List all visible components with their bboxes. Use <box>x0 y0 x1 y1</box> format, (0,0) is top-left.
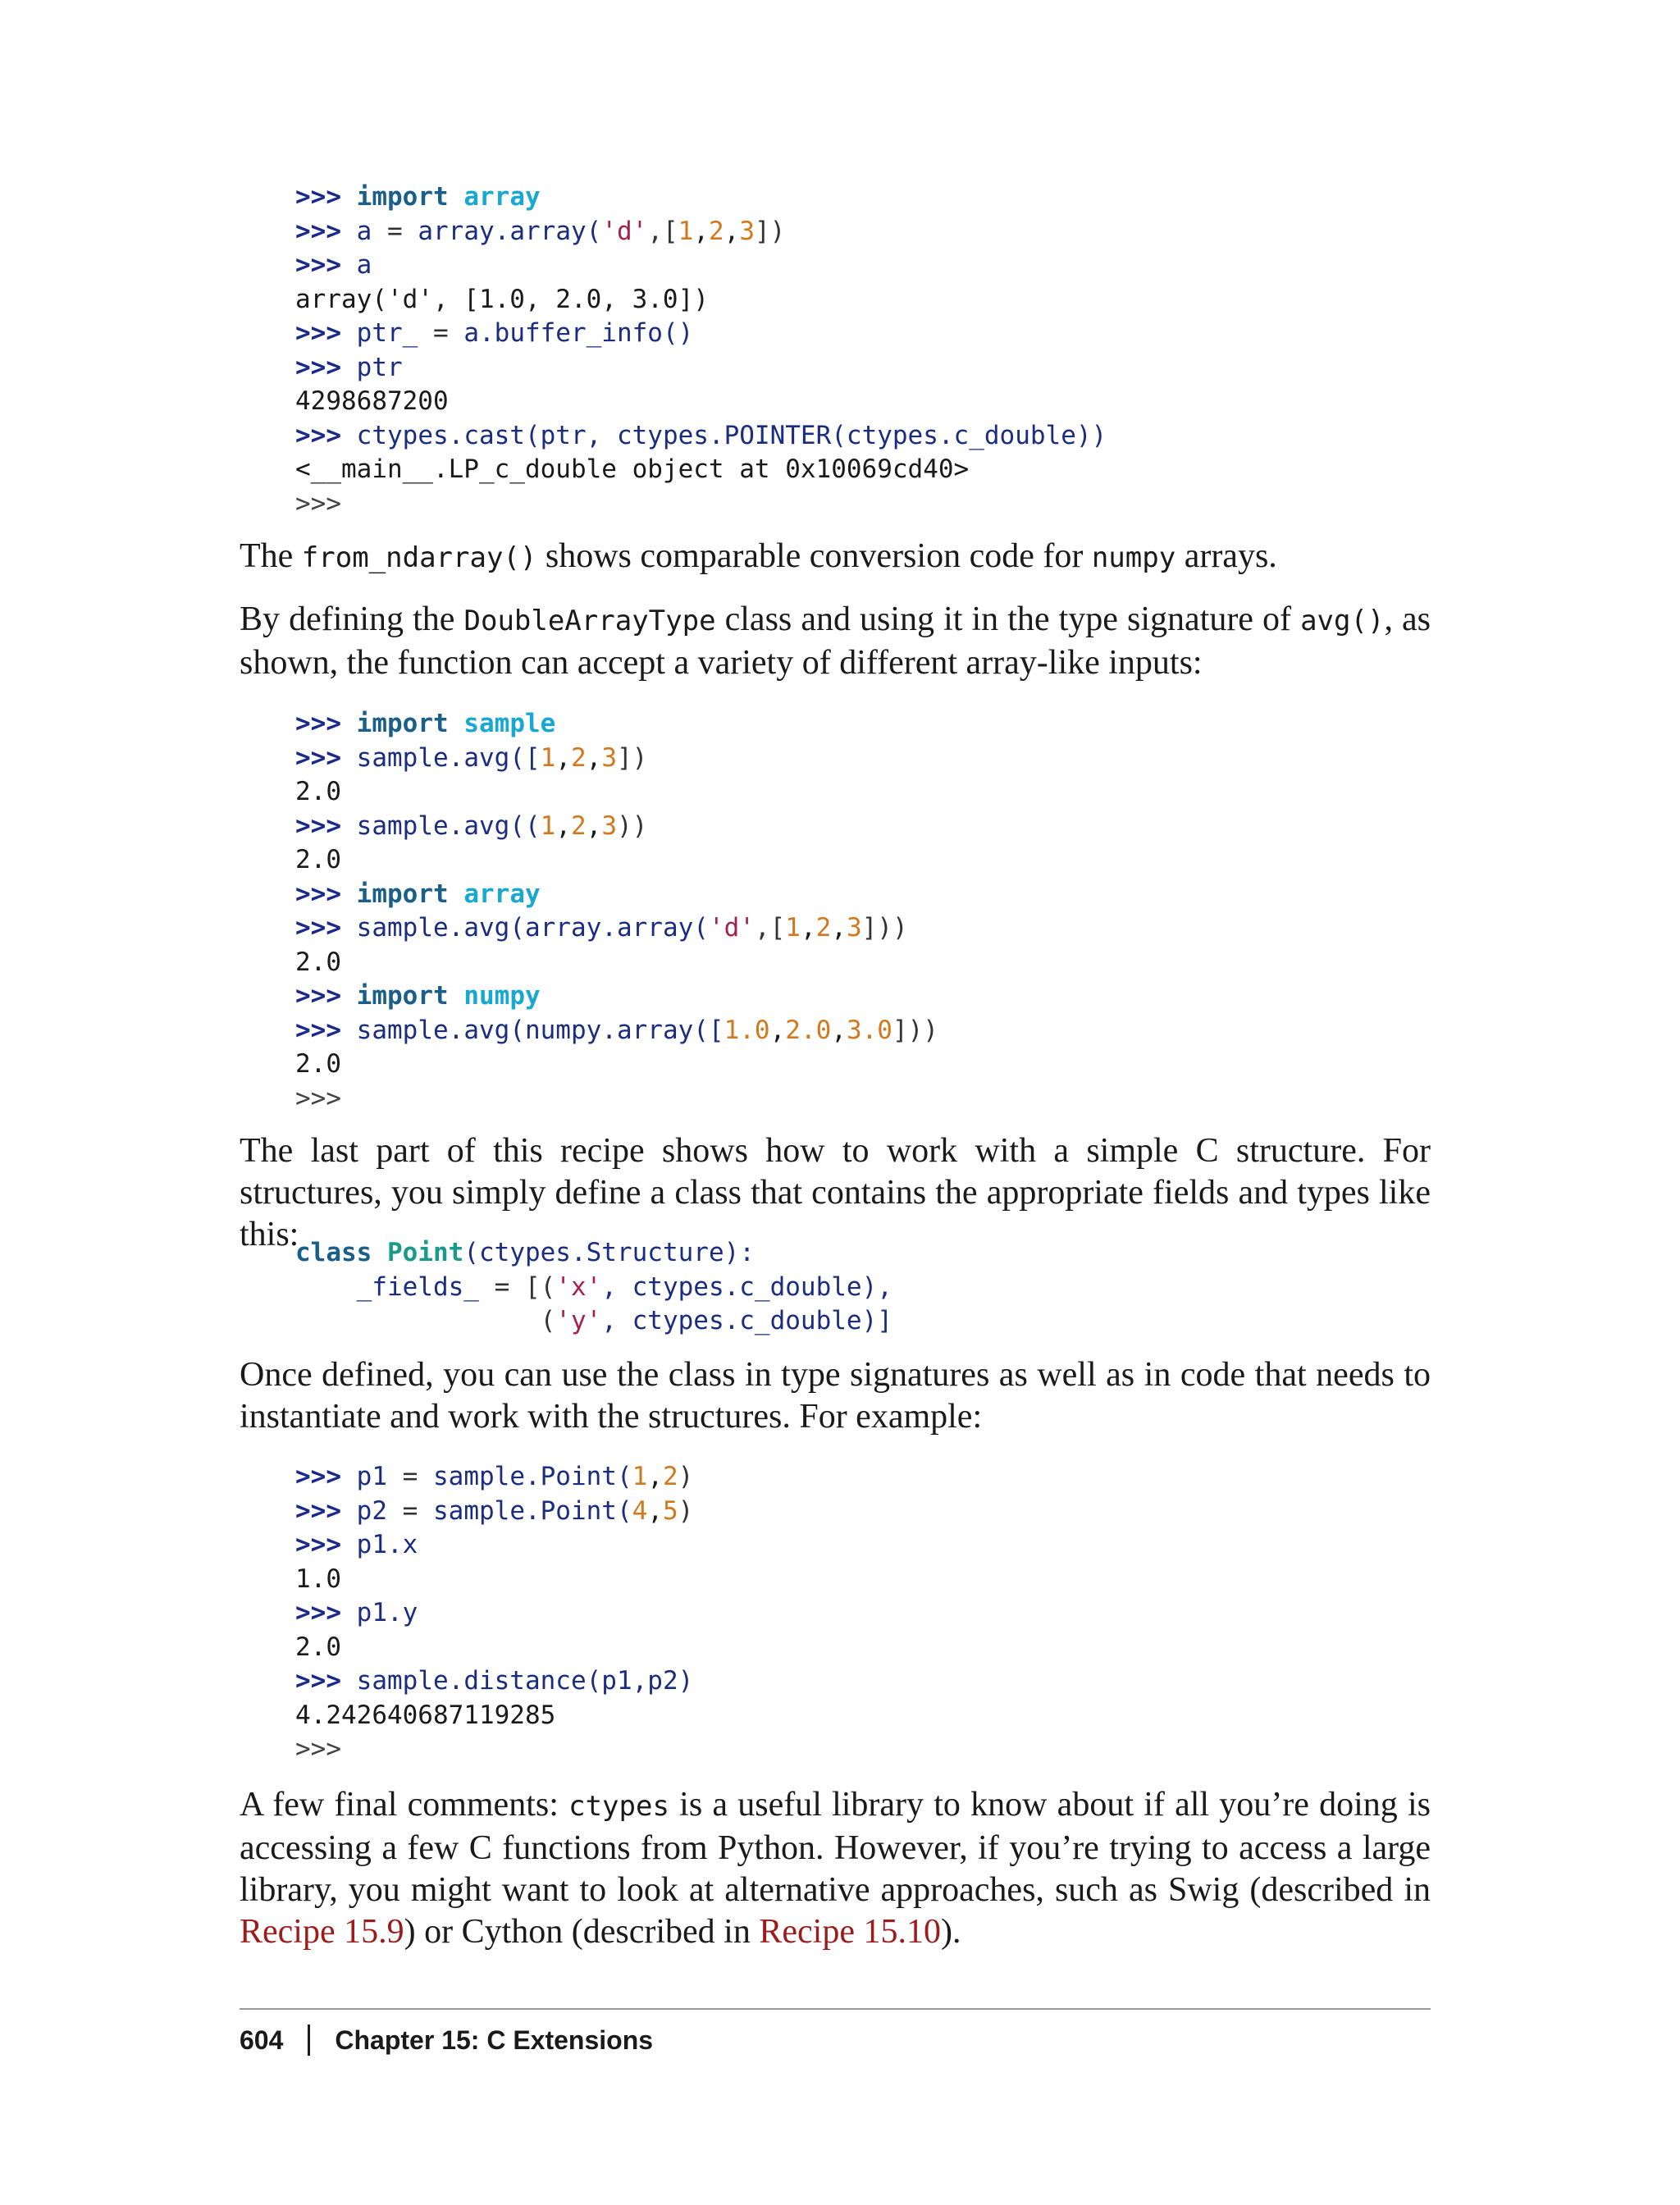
code-output: array('d', [1.0, 2.0, 3.0]) <box>295 284 709 314</box>
code-line: >>> <box>295 488 341 518</box>
code-line: >>> sample.avg(numpy.array([1.0,2.0,3.0])) <box>295 1015 938 1045</box>
code-output: 2.0 <box>295 1632 341 1662</box>
code-output: 2.0 <box>295 777 341 806</box>
code-output: 4.242640687119285 <box>295 1700 556 1730</box>
code-output: 1.0 <box>295 1564 341 1594</box>
code-line: >>> import array <box>295 182 541 212</box>
code-line: >>> ptr <box>295 352 403 382</box>
paragraph-from-ndarray: The from_ndarray() shows comparable conversion code for numpy arrays. <box>240 537 1277 575</box>
code-block-point-usage <box>295 1460 693 1767</box>
code-line: _fields_ = [('x', ctypes.c_double), <box>356 1271 892 1302</box>
code-line: >>> import array <box>295 879 541 909</box>
code-line: >>> p1 = sample.Point(1,2) <box>295 1462 694 1491</box>
code-block-sample-avg <box>295 707 938 1116</box>
paragraph-c-structure: The last part of this recipe shows how to work with a simple C structure. For structures, you simply define a class that contains the appropriate fields and types like this: <box>240 1132 1431 1253</box>
link-recipe-15-10[interactable]: Recipe 15.10 <box>759 1913 941 1951</box>
code-line: >>> <box>295 1083 341 1113</box>
code-line: >>> import numpy <box>295 981 541 1011</box>
code-output: 4298687200 <box>295 386 449 416</box>
code-output: 2.0 <box>295 947 341 977</box>
footer-separator <box>308 2025 310 2056</box>
code-block-array <box>295 180 1107 521</box>
code-line: >>> p1.x <box>295 1530 418 1559</box>
code-line: >>> sample.avg([1,2,3]) <box>295 742 648 773</box>
chapter-title: Chapter 15: C Extensions <box>335 2025 654 2055</box>
paragraph-double-array-type: By defining the DoubleArrayType class and using it in the type signature of avg(), as shown, the function can accept a variety of different array-like inputs: <box>240 600 1431 682</box>
link-recipe-15-9[interactable]: Recipe 15.9 <box>240 1913 404 1951</box>
paragraph-once-defined: Once defined, you can use the class in type signatures as well as in code that needs to instantiate and work with the structures. For example: <box>240 1356 1431 1436</box>
footer-divider <box>240 2008 1431 2010</box>
code-line: >>> p1.y <box>295 1598 418 1628</box>
code-output: <__main__.LP_c_double object at 0x10069cd40> <box>295 454 970 484</box>
code-output: 2.0 <box>295 1049 341 1079</box>
code-line: >>> ptr_ = a.buffer_info() <box>295 318 694 348</box>
code-line: class Point(ctypes.Structure): <box>295 1238 755 1267</box>
code-line: >>> sample.avg((1,2,3)) <box>295 810 648 841</box>
code-output: 2.0 <box>295 845 341 874</box>
code-line: >>> p2 = sample.Point(4,5) <box>295 1495 694 1526</box>
page-number: 604 <box>240 2025 284 2055</box>
page-footer <box>240 2025 653 2056</box>
code-line: >>> a <box>295 250 372 280</box>
code-line: >>> a = array.array('d',[1,2,3]) <box>295 216 786 246</box>
code-line: >>> sample.distance(p1,p2) <box>295 1666 694 1696</box>
code-line: >>> ctypes.cast(ptr, ctypes.POINTER(ctypes.c_double)) <box>295 420 1107 450</box>
code-line: >>> sample.avg(array.array('d',[1,2,3])) <box>295 913 908 943</box>
code-line: >>> import sample <box>295 709 556 738</box>
paragraph-final-comments: A few final comments: ctypes is a useful library to know about if all you’re doing is accessing a few C functions from Python. However, if you’re trying to access a large library, you might want to look at alternative approaches, such as Swig (described in Recipe 15.9) or Cython (described in Recipe 15.10). <box>240 1786 1431 1951</box>
code-line: ('y', ctypes.c_double)] <box>540 1306 892 1335</box>
code-block-point-class <box>295 1236 892 1339</box>
code-line: >>> <box>295 1734 341 1764</box>
